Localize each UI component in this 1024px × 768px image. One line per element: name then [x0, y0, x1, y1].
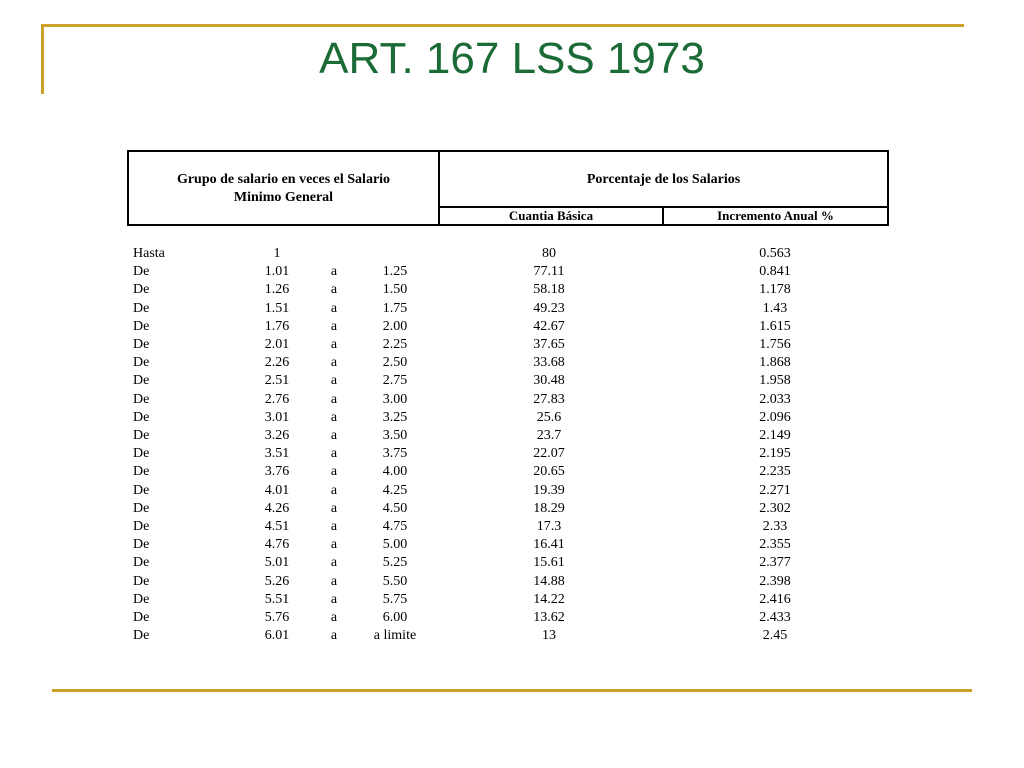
row-increment: 1.178: [759, 282, 791, 298]
row-to: 1.75: [382, 300, 408, 316]
row-to: 4.25: [382, 482, 408, 498]
row-base: 80: [542, 246, 556, 261]
row-from: 1: [273, 246, 281, 261]
row-base: 20.65: [533, 464, 565, 480]
row-to: 2.00: [382, 318, 408, 334]
row-to: 3.75: [382, 446, 408, 462]
row-increment: 0.563: [759, 246, 791, 261]
row-a: a: [330, 428, 338, 443]
row-base: 58.18: [533, 282, 565, 298]
row-base: 18.29: [533, 500, 565, 516]
row-from: 3.51: [264, 446, 290, 462]
table-row: [0, 300, 1024, 318]
row-a: a: [330, 573, 338, 589]
row-increment: 1.756: [759, 337, 791, 352]
slide-title: ART. 167 LSS 1973: [319, 34, 705, 83]
row-a: a: [330, 337, 338, 352]
row-to: 5.00: [382, 537, 408, 553]
row-increment: 2.377: [759, 555, 791, 571]
row-base: 13.62: [533, 610, 565, 625]
row-increment: 1.868: [759, 355, 791, 371]
row-increment: 2.096: [759, 409, 791, 425]
row-a: a: [330, 482, 338, 498]
row-from: 2.76: [264, 391, 290, 407]
row-to: 5.50: [382, 573, 408, 589]
row-to: 3.00: [382, 391, 408, 407]
row-from: 5.76: [264, 610, 290, 625]
row-label: De: [133, 373, 150, 389]
row-base: 27.83: [533, 391, 565, 407]
row-increment: 2.149: [759, 428, 791, 443]
row-a: a: [330, 391, 338, 407]
row-increment: 0.841: [759, 264, 791, 280]
row-a: a: [330, 610, 338, 625]
row-a: a: [330, 464, 338, 480]
row-from: 5.01: [264, 555, 290, 571]
row-a: a: [330, 555, 338, 571]
row-base: 30.48: [533, 373, 565, 389]
row-to: 5.75: [382, 591, 408, 607]
row-from: 1.01: [264, 264, 290, 280]
table-row: [0, 409, 1024, 427]
row-label: De: [133, 409, 150, 425]
table-row: [0, 573, 1024, 591]
row-increment: 2.271: [759, 482, 791, 498]
table-row: [0, 245, 1024, 263]
table-row: [0, 591, 1024, 609]
row-to: 4.00: [382, 464, 408, 480]
table-row: [0, 445, 1024, 463]
row-label: De: [133, 446, 150, 462]
row-base: 22.07: [533, 446, 565, 462]
row-increment: 2.398: [759, 573, 791, 589]
header-increment: Incremento Anual %: [717, 208, 834, 223]
row-from: 3.26: [264, 428, 290, 443]
row-a: a: [330, 537, 338, 553]
row-from: 4.51: [264, 519, 290, 534]
row-from: 1.76: [264, 318, 290, 334]
row-label: De: [133, 428, 150, 443]
row-base: 16.41: [533, 537, 565, 553]
table-row: [0, 482, 1024, 500]
row-to: 3.50: [382, 428, 408, 443]
row-increment: 2.416: [759, 591, 791, 607]
row-to: 6.00: [382, 610, 408, 625]
row-base: 17.3: [536, 519, 562, 534]
row-from: 2.51: [264, 373, 290, 389]
row-label: De: [133, 591, 150, 607]
row-to: 4.50: [382, 500, 408, 516]
row-a: a: [330, 282, 338, 298]
row-to: a limite: [373, 628, 417, 644]
row-to: 3.25: [382, 409, 408, 425]
row-label: De: [133, 628, 150, 644]
row-label: De: [133, 500, 150, 516]
header-base: Cuantia Básica: [508, 208, 594, 223]
table-row: [0, 554, 1024, 572]
row-a: a: [330, 300, 338, 316]
header-percent: Porcentaje de los Salarios: [586, 172, 741, 187]
header-group-line2: Minimo General: [233, 190, 334, 205]
row-a: a: [330, 591, 338, 607]
row-from: 4.76: [264, 537, 290, 553]
row-base: 42.67: [533, 318, 565, 334]
row-from: 4.01: [264, 482, 290, 498]
row-to: 2.50: [382, 355, 408, 371]
frame-line-top: [41, 24, 964, 27]
row-from: 3.01: [264, 409, 290, 425]
row-from: 5.51: [264, 591, 290, 607]
row-from: 2.26: [264, 355, 290, 371]
row-base: 15.61: [533, 555, 565, 571]
row-to: 1.25: [382, 264, 408, 280]
row-from: 5.26: [264, 573, 290, 589]
row-label: De: [133, 537, 150, 553]
row-a: a: [330, 500, 338, 516]
row-to: 1.50: [382, 282, 408, 298]
row-increment: 2.45: [762, 628, 788, 644]
row-increment: 2.33: [762, 519, 788, 534]
row-increment: 2.355: [759, 537, 791, 553]
row-base: 13: [542, 628, 556, 644]
row-from: 1.51: [264, 300, 290, 316]
row-a: a: [330, 628, 338, 644]
row-increment: 1.43: [762, 300, 788, 316]
row-to: 2.25: [382, 337, 408, 352]
row-to: 5.25: [382, 555, 408, 571]
row-increment: 2.302: [759, 500, 791, 516]
table-row: [0, 500, 1024, 518]
row-base: 33.68: [533, 355, 565, 371]
row-increment: 2.235: [759, 464, 791, 480]
table-row: [0, 336, 1024, 354]
row-label: De: [133, 610, 150, 625]
row-increment: 2.433: [759, 610, 791, 625]
table-row: [0, 391, 1024, 409]
row-label: De: [133, 391, 150, 407]
table-row: [0, 518, 1024, 536]
table-row: [0, 609, 1024, 627]
row-label: De: [133, 573, 150, 589]
row-a: a: [330, 355, 338, 371]
table-row: [0, 427, 1024, 445]
row-from: 3.76: [264, 464, 290, 480]
row-label: De: [133, 555, 150, 571]
row-base: 14.22: [533, 591, 565, 607]
table-row: [0, 536, 1024, 554]
table-row: [0, 318, 1024, 336]
row-label: De: [133, 264, 150, 280]
table-row: [0, 463, 1024, 481]
row-label: De: [133, 355, 150, 371]
row-label: De: [133, 337, 150, 352]
row-base: 23.7: [536, 428, 562, 443]
row-increment: 2.033: [759, 391, 791, 407]
row-a: a: [330, 318, 338, 334]
table-row: [0, 372, 1024, 390]
row-a: a: [330, 373, 338, 389]
row-label: De: [133, 318, 150, 334]
row-label: De: [133, 300, 150, 316]
table-row: [0, 627, 1024, 645]
row-base: 49.23: [533, 300, 565, 316]
row-a: a: [330, 519, 338, 534]
row-a: a: [330, 409, 338, 425]
row-to: 4.75: [382, 519, 408, 534]
row-increment: 1.958: [759, 373, 791, 389]
row-label: De: [133, 282, 150, 298]
row-base: 14.88: [533, 573, 565, 589]
row-a: a: [330, 264, 338, 280]
row-from: 4.26: [264, 500, 290, 516]
row-label: De: [133, 464, 150, 480]
row-label: Hasta: [133, 246, 165, 261]
header-group-line1: Grupo de salario en veces el Salario: [176, 172, 391, 187]
row-label: De: [133, 482, 150, 498]
row-from: 1.26: [264, 282, 290, 298]
row-from: 6.01: [264, 628, 290, 644]
row-increment: 2.195: [759, 446, 791, 462]
table-row: [0, 281, 1024, 299]
frame-line-bottom: [52, 689, 972, 692]
row-to: 2.75: [382, 373, 408, 389]
row-a: a: [330, 446, 338, 462]
table-row: [0, 263, 1024, 281]
row-base: 25.6: [536, 409, 562, 425]
row-base: 77.11: [533, 264, 565, 280]
row-base: 19.39: [533, 482, 565, 498]
row-label: De: [133, 519, 150, 534]
row-base: 37.65: [533, 337, 565, 352]
row-from: 2.01: [264, 337, 290, 352]
table-row: [0, 354, 1024, 372]
row-increment: 1.615: [759, 318, 791, 334]
table-header: [127, 150, 889, 226]
